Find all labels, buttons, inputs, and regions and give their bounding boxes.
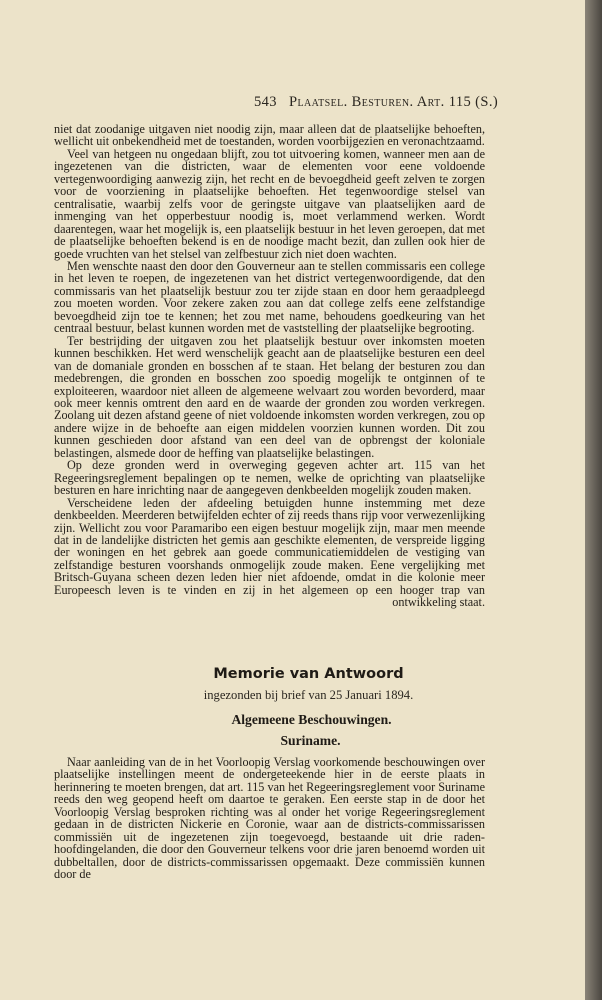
body-text [54,123,485,609]
running-title: Plaatsel. Besturen. Art. [289,94,445,110]
paragraph: Op deze gronden werd in overweging gegeven achter art. 115 van het Regeeringsreglement bepalingen op te nemen, welke de oprichting van plaatselijke besturen en hare inrichting naar de aangegeven denkbeelden mogelijk zouden maken. [54,458,485,498]
paragraph: Men wenschte naast den door den Gouverneur aan te stellen commissaris een college in het leven te roepen, de ingezetenen van het district vertegenwoordigende, dat den commissaris van het plaatselijk bestuur zou ter zijde staan en door hem geraadpleegd zou moeten worden. Voor zekere zaken zou aan dat college zelfs eene zelfstandige bevoegdheid zijn toe te kennen; het zou met name, behoudens goedkeuring van het centraal bestuur, belast kunnen worden met de vaststelling der plaatselijke begrooting. [54,258,485,336]
running-header [254,94,498,111]
page-edge [585,0,602,1000]
paragraph: Naar aanleiding van de in het Voorloopig Verslag voorkomende beschouwingen over plaatselijke instellingen meent de ondergeteekende hier in de eerste plaats in herinnering te moeten brengen, dat art. 115 van het Regeeringsreglement voor Suriname reeds den weg geopend heeft om daartoe te geraken. Een eerste stap in de door het Voorloopig Verslag besproken richting was al onder het vorige Regeeringsreglement gedaan in de districten Nickerie en Coronie, waar aan de districts-commissarissen commissiën uit de ingezetenen zijn toegevoegd, bestaande uit drie raden-hoofdingelanden, die door den Gouverneur telkens voor drie jaren benoemd worden uit dubbeltallen, door de districts-commissarissen opgemaakt. Deze commissiën kunnen door de [54,755,485,882]
memorie-text [54,756,485,881]
paragraph: Ter bestrijding der uitgaven zou het plaatselijk bestuur over inkomsten moeten kunnen beschikken. Het werd wenschelijk geacht aan de plaatselijke besturen een deel van de domaniale gronden en bosschen af te staan. Het belang der besturen zou dan medebrengen, die gronden en bosschen zoo spoedig mogelijk te ontginnen of te exploiteeren, waardoor niet alleen de algemeene welvaart zou worden bevorderd, maar ook meer kennis omtrent den aard en de waarde der gronden zou worden verkregen. Zoolang uit dezen afstand geene of niet voldoende inkomsten worden verkregen, zou op andere wijze in de behoefte aan eigen middelen voorzien kunnen worden. Dit zou kunnen geschieden door afstand van een deel van de opbrengst der koloniale belastingen, alsmede door de heffing van plaatselijke belastingen. [54,333,485,460]
article-number: 115 (S.) [448,94,499,110]
paragraph: Verscheidene leden der afdeeling betuigden hunne instemming met deze denkbeelden. Meerderen betwijfelden echter of zij reeds thans rijp voor verwezenlijking zijn. Wellicht zou voor Paramaribo een eigen bestuur mogelijk zijn, maar men meende dat in de landelijke districten het gemis aan geschikte elementen, de verspreide ligging der woningen en het gebrek aan goede communicatiemiddelen de vestiging van zelfstandige besturen voorshands onmogelijk zoude maken. Eene vergelijking met Britsch-Guyana scheen dezen leden hier niet afdoende, omdat in die kolonie meer Europeesch leven is te vinden en zij in het algemeen op een hooger trap van ontwikkeling staat. [54,495,485,610]
heading-general: Algemeene Beschouwingen. [231,712,392,727]
heading-suriname: Suriname. [280,733,341,748]
page-number: 543 [254,94,277,110]
paragraph: Veel van hetgeen nu ongedaan blijft, zou tot uitvoering komen, wanneer men aan de ingezetenen van die districten, waar de elementen voor eene voldoende vertegenwoordiging aanwezig zijn, het recht en de bevoegdheid geeft zelven te zorgen voor de voorziening in plaatselijke behoeften. Het tegenwoordige stelsel van centralisatie, waarbij zelfs voor de geringste uitgave van plaatselijken aard de inmenging van het opperbestuur noodig is, moet verlammend werken. Wordt daarentegen, waar het mogelijk is, een plaatselijk bestuur in het leven geroepen, dat met de plaatselijke behoeften bekend is en de noodige macht bezit, dan zullen ook hier de goede vruchten van het stelsel van zelfbestuur zich niet doen wachten. [54,146,485,261]
section-title: Memorie van Antwoord [213,666,404,682]
paragraph: niet dat zoodanige uitgaven niet noodig zijn, maar alleen dat de plaatselijke behoeften, wellicht uit onbekendheid met de toestanden, worden voorbijgezien en veronachtzaamd. [54,122,485,149]
section-subtitle: ingezonden bij brief van 25 Januari 1894. [203,688,414,702]
